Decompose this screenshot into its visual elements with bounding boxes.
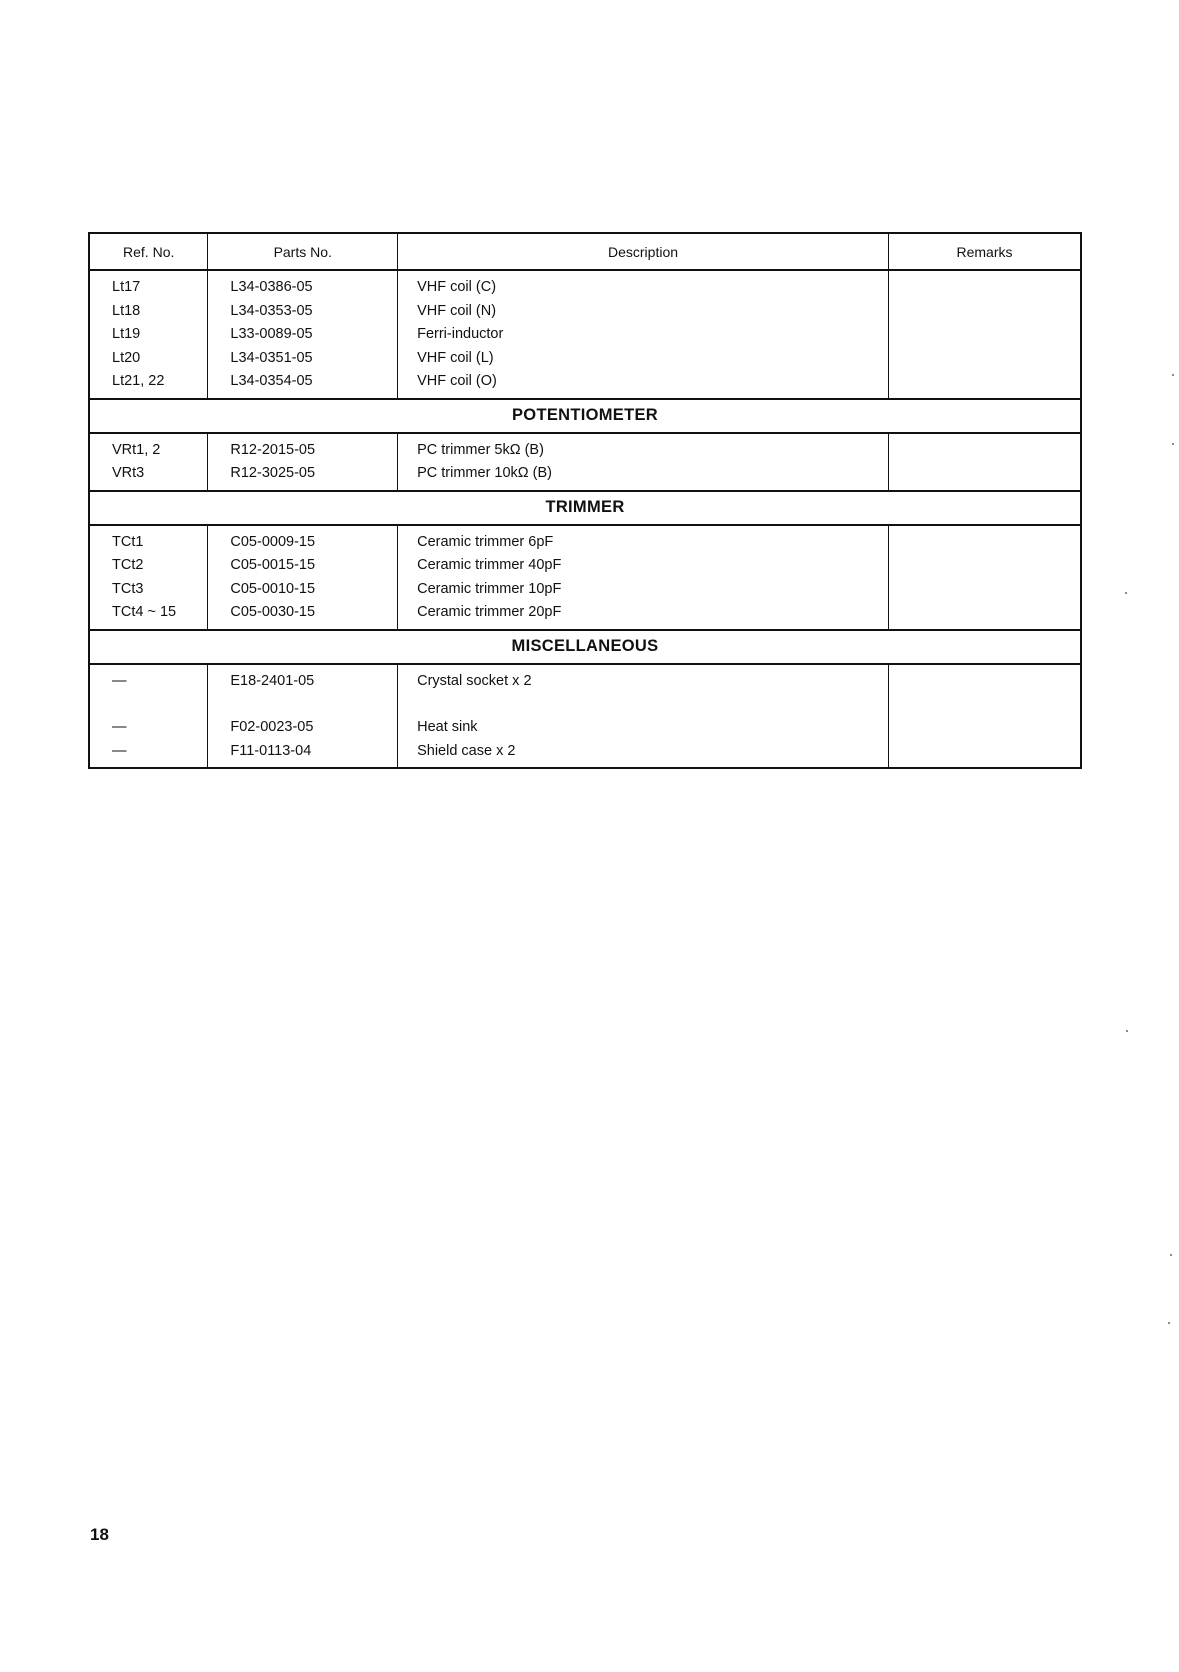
ref-cell xyxy=(112,693,207,716)
remarks-cell xyxy=(888,270,1081,399)
scan-speck xyxy=(1125,592,1127,594)
table-group-miscellaneous xyxy=(89,664,1081,769)
section-title-potentiometer: POTENTIOMETER xyxy=(89,399,1081,433)
description-cell: PC trimmer 5kΩ (B) xyxy=(417,441,544,458)
part-no-cell: C05-0015-15 xyxy=(230,557,316,573)
ref-cell: VRt1, 2 xyxy=(112,441,161,458)
description-cell: Ceramic trimmer 20pF xyxy=(417,604,562,620)
part-no-cell: C05-0010-15 xyxy=(230,580,316,597)
description-cell: VHF coil (C) xyxy=(417,279,497,295)
remarks-cell xyxy=(888,433,1081,491)
section-title-miscellaneous: MISCELLANEOUS xyxy=(89,630,1081,664)
scan-speck xyxy=(1168,1322,1170,1324)
ref-cell: — xyxy=(112,672,127,689)
description-cell: Ferri-inductor xyxy=(417,326,504,342)
part-no-cell: E18-2401-05 xyxy=(230,672,315,689)
ref-cell: TCt2 xyxy=(112,557,144,573)
description-cell: Ceramic trimmer 10pF xyxy=(417,580,562,597)
section-title-trimmer: TRIMMER xyxy=(89,491,1081,525)
remarks-cell xyxy=(888,664,1081,769)
section-row xyxy=(89,491,1081,525)
header-ref-no: Ref. No. xyxy=(89,233,208,270)
part-no-cell: F02-0023-05 xyxy=(230,719,314,735)
part-no-cell: L34-0386-05 xyxy=(230,279,313,295)
ref-cell: VRt3 xyxy=(112,465,145,481)
scan-speck xyxy=(1172,443,1174,445)
description-cell: Heat sink xyxy=(417,719,478,735)
table-group-trimmer xyxy=(89,525,1081,630)
part-no-cell: R12-2015-05 xyxy=(230,441,316,458)
description-cell: VHF coil (L) xyxy=(417,349,494,366)
header-description: Description xyxy=(398,233,889,270)
description-cell: VHF coil (O) xyxy=(417,373,497,389)
header-remarks: Remarks xyxy=(888,233,1081,270)
remarks-cell xyxy=(888,525,1081,630)
part-no-cell: C05-0030-15 xyxy=(230,604,316,620)
section-row xyxy=(89,630,1081,664)
part-no-cell: C05-0009-15 xyxy=(230,533,316,550)
ref-cell: TCt3 xyxy=(112,580,144,597)
page-number: 18 xyxy=(90,1525,109,1544)
ref-cell: — xyxy=(112,742,127,759)
scan-speck xyxy=(1126,1030,1128,1032)
part-no-cell: L34-0351-05 xyxy=(230,349,313,366)
ref-cell: TCt4 ~ 15 xyxy=(112,604,177,620)
part-no-cell: L33-0089-05 xyxy=(230,326,313,342)
section-row xyxy=(89,399,1081,433)
table-header-row xyxy=(89,233,1081,270)
ref-cell: Lt18 xyxy=(112,302,141,319)
description-cell: Ceramic trimmer 40pF xyxy=(417,557,562,573)
ref-cell: Lt20 xyxy=(112,349,141,366)
part-no-cell: L34-0354-05 xyxy=(230,373,313,389)
scan-speck xyxy=(1172,374,1174,376)
part-no-cell: F11-0113-04 xyxy=(230,742,312,759)
ref-cell: — xyxy=(112,719,127,735)
description-cell: PC trimmer 10kΩ (B) xyxy=(417,465,552,481)
part-no-cell: L34-0353-05 xyxy=(230,302,313,319)
scan-speck xyxy=(1170,1254,1172,1256)
parts-list-table xyxy=(88,232,1082,769)
description-cell xyxy=(417,693,888,716)
description-cell: VHF coil (N) xyxy=(417,302,497,319)
ref-cell: TCt1 xyxy=(112,533,144,550)
description-cell: Shield case x 2 xyxy=(417,742,516,759)
part-no-cell xyxy=(230,693,397,716)
table-group-coils xyxy=(89,270,1081,399)
ref-cell: Lt21, 22 xyxy=(112,373,165,389)
description-cell: Ceramic trimmer 6pF xyxy=(417,533,554,550)
ref-cell: Lt19 xyxy=(112,326,141,342)
header-parts-no: Parts No. xyxy=(208,233,398,270)
ref-cell: Lt17 xyxy=(112,279,141,295)
description-cell: Crystal socket x 2 xyxy=(417,672,532,689)
part-no-cell: R12-3025-05 xyxy=(230,465,316,481)
table-group-potentiometer xyxy=(89,433,1081,491)
